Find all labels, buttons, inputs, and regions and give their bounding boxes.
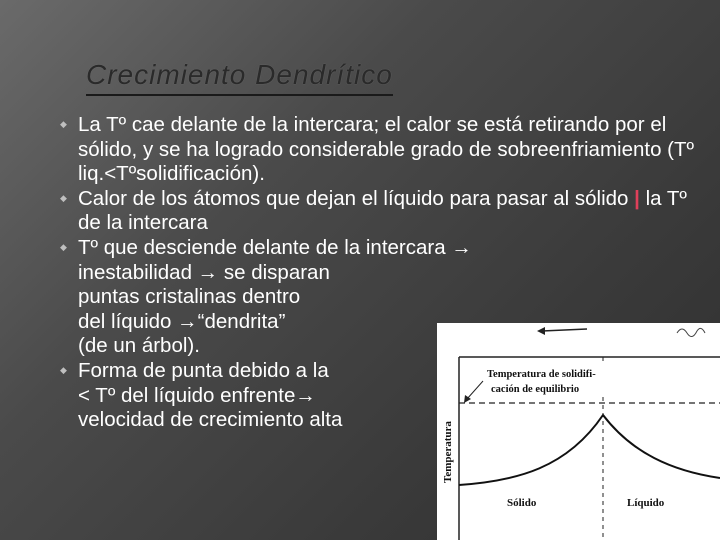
label-box-line1: Temperatura de solidifi- (487, 369, 596, 380)
arrow-icon: → (451, 235, 472, 259)
bullet-text: velocidad de crecimiento alta (78, 408, 343, 432)
bullet-text: se disparan (218, 260, 330, 284)
temperature-diagram (437, 323, 720, 540)
bullet-text: la Tº de la intercara (78, 186, 687, 235)
bullet-text: inestabilidad (78, 260, 198, 284)
bullet-text: Forma de punta debido a la (78, 358, 329, 382)
y-axis-label: Temperatura (442, 421, 454, 483)
arrow-icon: → (197, 260, 219, 284)
bullet-text: < Tº del líquido enfrente (78, 383, 296, 407)
arrow-icon: → (295, 383, 316, 407)
label-box-line2: cación de equilibrio (491, 384, 580, 395)
bullet-marker-icon: ◆ (60, 192, 67, 203)
slide-title: Crecimiento Dendrítico (86, 58, 393, 96)
top-arrow-line (542, 329, 587, 331)
bullet-marker-icon: ◆ (60, 241, 67, 252)
temperature-profile-figure (437, 323, 720, 540)
bullet-text: La Tº cae delante de la intercara; el calor se está retirando por el sólido, y se ha logrado considerable grado de sobreenfriamiento (Tº liq.<Tºsolidificación). (78, 113, 695, 186)
handwriting-scribble (677, 328, 705, 336)
bullet-text: Calor de los átomos que dejan el líquido para pasar al sólido (78, 186, 635, 210)
bullet-text: “dendrita” (197, 309, 286, 333)
bullet-item (60, 187, 710, 236)
bullet-item (60, 113, 710, 187)
bullet-text: (de un árbol). (78, 334, 200, 358)
bullet-marker-icon: ◆ (60, 364, 67, 375)
temperature-curve (459, 415, 720, 485)
leader-line (467, 381, 483, 399)
bullet-text: del líquido (78, 309, 178, 333)
liquid-label: Líquido (627, 497, 665, 509)
top-arrow-icon (537, 327, 545, 335)
bullet-text: Tº que desciende delante de la intercara (78, 235, 452, 259)
bullet-text: puntas cristalinas dentro (78, 285, 301, 309)
bullet-marker-icon: ◆ (60, 119, 67, 129)
solid-label: Sólido (507, 497, 537, 509)
arrow-icon: → (177, 309, 198, 333)
red-bar-mark: | (634, 186, 640, 210)
